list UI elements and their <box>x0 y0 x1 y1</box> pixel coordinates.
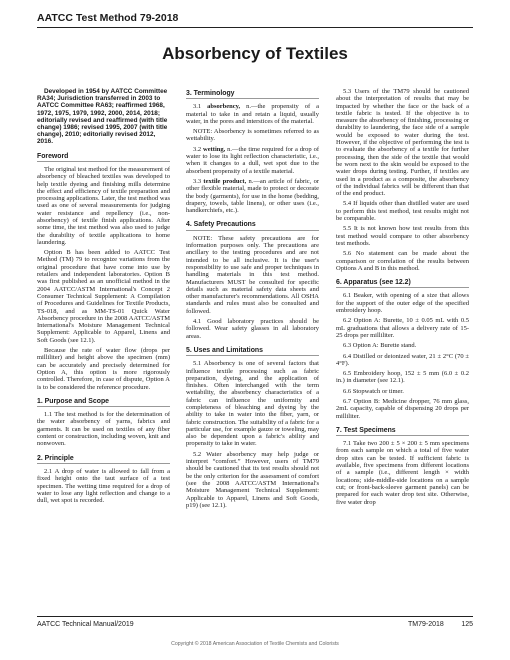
section-2-1-paragraph: 2.1 A drop of water is allowed to fall from a fixed height onto the taut surface of a test specimen. The wetting time required for a drop of water to lose any light reflection and change to a dull, wet spot is recorded. <box>37 467 170 505</box>
foreword-paragraph-1: The original test method for the measurement of absorbency of bleached textiles was developed to help textile dyeing and finishing mills determine the effect and efficiency of textile preparation and processing applications. Later, the test method was used as one of several measurements for judging water resistance and repellency (i.e., non-absorbency) of textile finish applications. After some time, the test method was also used to judge the durability of textile applications to home laundering. <box>37 165 170 246</box>
section-5-heading: 5. Uses and Limitations <box>186 347 319 356</box>
terminology-note: NOTE: Absorbency is sometimes referred to as wettability. <box>186 128 319 143</box>
header-label: AATCC Test Method 79-2018 <box>37 12 179 24</box>
column-3 <box>336 88 469 603</box>
page-footer <box>37 616 473 628</box>
column-1 <box>37 88 170 603</box>
section-5-4-paragraph: 5.4 If liquids other than distilled water are used to perform this test method, test results might not be comparable. <box>336 200 469 223</box>
term-number: 3.1 <box>193 103 202 111</box>
section-1-1-paragraph: 1.1 The test method is for the determination of the water absorbency of yarns, fabrics and garments. It can be used on textiles of any fiber content or construction, including woven, knit and nonwoven. <box>37 411 170 448</box>
section-5-3-paragraph: 5.3 Users of the TM79 should be cautioned about the interpretation of results that may be impacted by whether the face or the back of a textile fabric is tested. If the objective is to measure the absorbency of finishing, processing or durability to laundering, the face side of a sample would be exposed to water during the test. However, if the objective of performing the test is to evaluate the absorbency of a textile for further processing, then the side of the textile that would be worn next to the skin would be exposed to the water drops during testing. Further, if textiles are used in a product as a composite, the absorbency of the individual fabrics will be different than that of the end product. <box>336 88 469 198</box>
footer-method-id: TM79-2018 <box>408 621 444 628</box>
term-definition: n.—the propensity of a material to take in and retain a liquid, usually water, in the pores and interstices of the material. <box>186 103 319 125</box>
section-6-2-paragraph: 6.2 Option A: Burette, 10 ± 0.05 mL with 0.5 mL graduations that allows a delivery rate of 15-25 drops per milliliter. <box>336 317 469 339</box>
term-textile-product <box>186 178 319 214</box>
section-5-2-paragraph: 5.2 Water absorbency may help judge or interpret “comfort.” However, users of TM79 should be cautioned that its test results should not be the only criterion for the assessment of comfort (see the 2008 AATCC/ASTM International's Moisture Management Technical Supplement: Applicable to Apparel, Linens and Soft Goods, p19) (see 12.1). <box>186 450 319 509</box>
term-label: wetting, <box>203 145 226 153</box>
section-4-heading: 4. Safety Precautions <box>186 221 319 230</box>
term-wetting <box>186 146 319 175</box>
term-definition: n.—the time required for a drop of water to lose its light reflection characteristic, i.e., when it changes to a dull, wet spot due to the absorbent propensity of a textile material. <box>186 145 319 175</box>
foreword-heading: Foreword <box>37 153 170 162</box>
copyright-line: Copyright © 2018 American Association of Textile Chemists and Colorists <box>171 641 339 647</box>
section-6-7-paragraph: 6.7 Option B: Medicine dropper, 76 mm glass, 2mL capacity, capable of dispensing 20 drops per milliliter. <box>336 397 469 420</box>
term-absorbency <box>186 103 319 125</box>
section-6-4-paragraph: 6.4 Distilled or deionized water, 21 ± 2°C (70 ± 4°F). <box>336 352 469 367</box>
footer-right <box>408 621 473 628</box>
section-5-1-paragraph: 5.1 Absorbency is one of several factors that influence textile processing such as fabric preparation, dyeing, and the application of finishes. Often interchanged with the term wettability, the absorbency characteristics of a fabric can influence the uniformity and completeness of bleaching and dyeing by the ability to take in water into the fiber, yarn, or fabric construction. The suitability of a fabric for a particular use, for example gauze or toweling, may also be dependent upon a fabric's ability and propensity to take in water. <box>186 360 319 448</box>
section-2-heading: 2. Principle <box>37 455 170 464</box>
section-6-3-paragraph: 6.3 Option A: Burette stand. <box>343 342 417 350</box>
column-2 <box>186 88 319 603</box>
foreword-paragraph-2: Option B has been added to AATCC Test Method (TM) 79 to recognize variations from the original procedure that have come into use by retailers and independent laboratories. Option B was first published as an unofficial method in the 2004 AATCC/ASTM International's Concept 2 Consumer Technical Supplement: A Compilation of Procedures and Guidelines for Textile Products, TS-018, and as MM-TS-01 Quick Water Absorbency procedure in the 2008 AATCC/ASTM International's Moisture Management Technical Supplement: Applicable to Apparel, Linens and Soft Goods (see 12.1). <box>37 249 170 344</box>
term-number: 3.2 <box>193 145 202 153</box>
section-1-heading: 1. Purpose and Scope <box>37 398 170 407</box>
section-6-6-paragraph: 6.6 Stopwatch or timer. <box>343 387 404 395</box>
section-6-1-paragraph: 6.1 Beaker, with opening of a size that allows for the support of the outer edge of the specified embroidery hoop. <box>336 292 469 315</box>
foreword-paragraph-3: Because the rate of water flow (drops per milliliter) and height above the specimen (mm) can be accurately and precisely determined for Option A, this option is more rigorously controlled. Therefore, in case of dispute, Option A is to be considered the reference procedure. <box>37 347 170 391</box>
footer-manual-label: AATCC Technical Manual/2019 <box>37 621 134 628</box>
document-title: Absorbency of Textiles <box>162 44 348 63</box>
section-5-5-paragraph: 5.5 It is not known how test results from this test method would compare to other absorbency test methods. <box>336 225 469 247</box>
section-4-1-paragraph: 4.1 Good laboratory practices should be followed. Wear safety glasses in all laboratory areas. <box>186 318 319 340</box>
running-header <box>37 12 473 28</box>
term-definition: n.—an article of fabric, or other flexible material, made to protect or decorate the body (garments), for use in the home (bedding, drapery, towels, table linens), or other uses (i.e., handkerchiefs, etc.). <box>186 177 319 215</box>
term-label: absorbency, <box>207 103 241 111</box>
safety-note: NOTE: These safety precautions are for information purposes only. The precautions are ancillary to the testing procedures and are not intended to be all inclusive. It is the user's responsibility to use safe and proper techniques in handling materials in this test method. Manufacturers MUST be consulted for specific details such as material safety data sheets and other manufacturer's recommendations. All OSHA standards and rules must also be consulted and followed. <box>186 234 319 315</box>
section-7-1-paragraph: 7.1 Take two 200 ± 5 × 200 ± 5 mm specimens from each sample on which a total of five water drop sites can be tested. If sufficient fabric is available, five specimens from different locations of a sample (i.e., different length × width locations; side-middle-side locations on a sample cut; or front-back-sleeve garment panels) can be prepared for each water drop test site. Otherwise, five water drop <box>336 440 469 506</box>
section-3-heading: 3. Terminology <box>186 90 319 99</box>
section-6-5-paragraph: 6.5 Embroidery hoop, 152 ± 5 mm (6.0 ± 0.2 in.) in diameter (see 12.1). <box>336 370 469 385</box>
section-5-6-paragraph: 5.6 No statement can be made about the comparison or correlation of the results between Options A and B in this method. <box>336 250 469 272</box>
history-note: Developed in 1954 by AATCC Committee RA34; Jurisdiction transferred in 2003 to AATCC Committee RA63; reaffirmed 1968, 1972, 1975, 1979, 1992, 2000, 2014, 2018; editorially revised and reaffirmed (with title change) 1986; revised 1995, 2007 (with title change), 2010; editorially revised 2012, 2016. <box>37 88 168 146</box>
section-7-heading: 7. Test Specimens <box>336 427 469 436</box>
term-number: 3.3 <box>193 177 202 185</box>
page-number: 125 <box>461 621 473 628</box>
term-label: textile product, <box>203 177 247 185</box>
section-6-heading: 6. Apparatus (see 12.2) <box>336 279 469 288</box>
